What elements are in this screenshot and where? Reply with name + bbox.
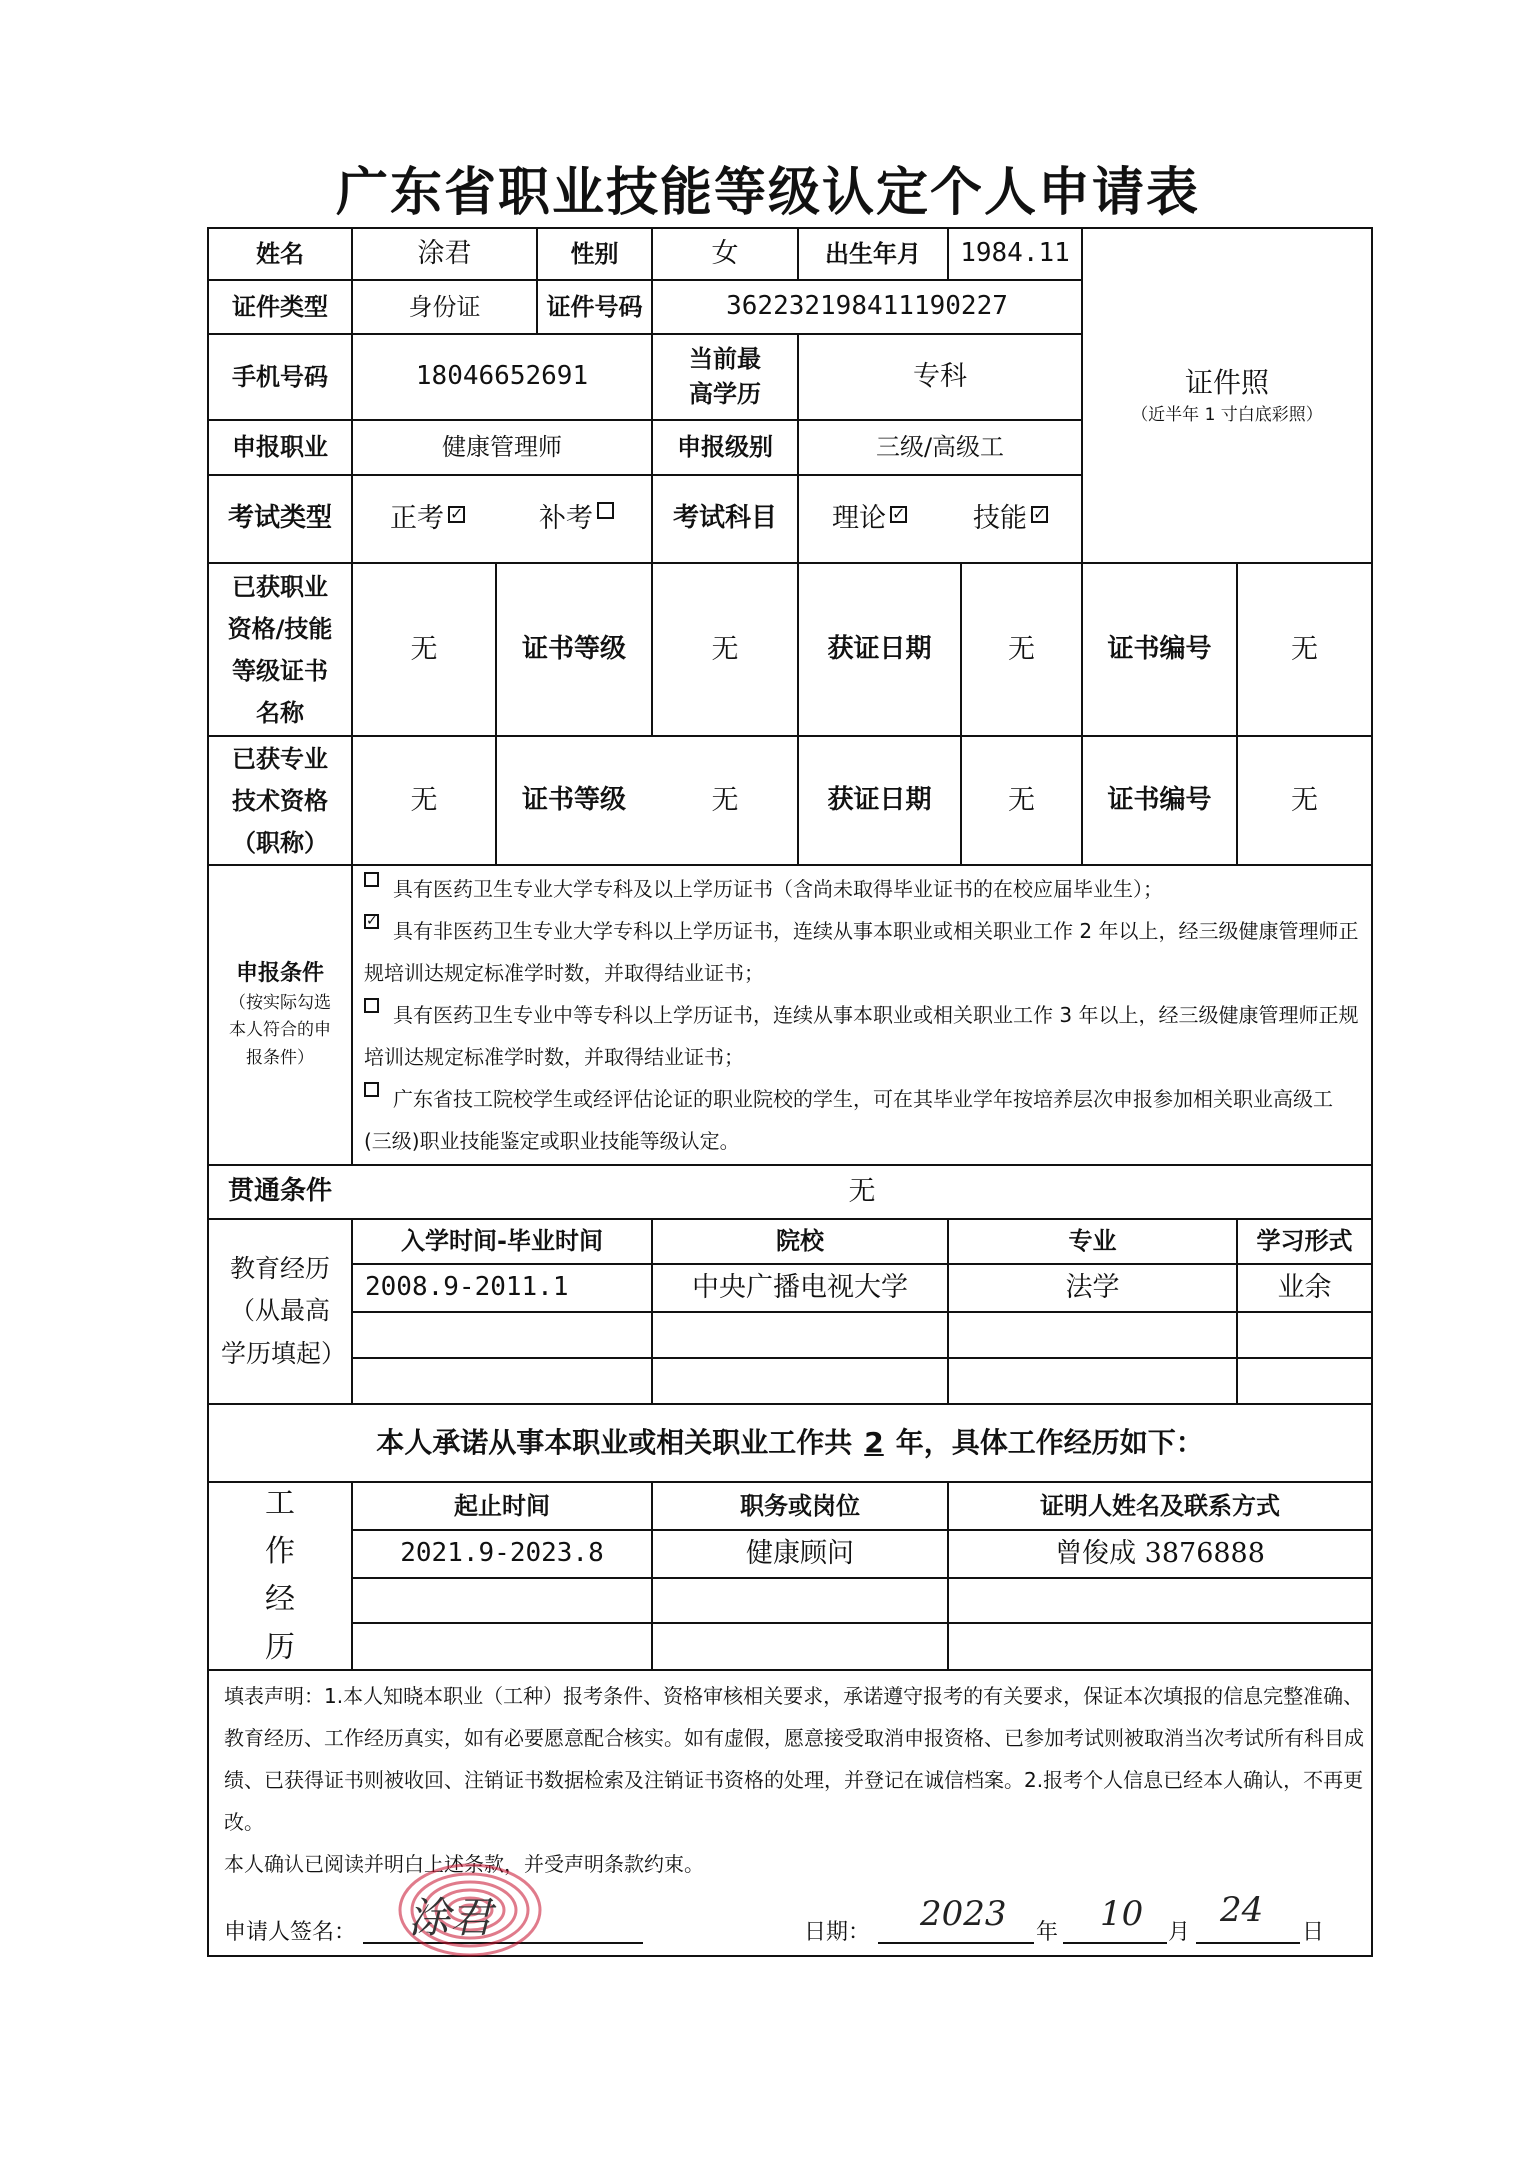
edu-header-school: 院校 — [776, 1227, 824, 1256]
level-value: 三级/高级工 — [875, 433, 1005, 462]
vocational-date-label: 获证日期 — [827, 633, 932, 664]
technical-number-value: 无 — [1291, 784, 1318, 816]
occupation-value: 健康管理师 — [442, 433, 562, 462]
work-label: 工作经历 — [265, 1486, 295, 1665]
exam-type-label: 考试类型 — [227, 503, 332, 534]
pass-through-label: 贯通条件 — [227, 1176, 332, 1207]
condition-item-4[interactable] — [364, 1078, 1360, 1162]
id-no-label: 证件号码 — [546, 292, 643, 321]
photo-title: 证件照 — [1184, 365, 1269, 399]
edu-header-major: 专业 — [1068, 1227, 1117, 1256]
exam-theory-checkbox[interactable]: ✓ — [892, 504, 906, 524]
vocational-cert-name: 无 — [410, 633, 438, 665]
vocational-cert-label: 已获职业资格/技能等级证书名称 — [227, 572, 333, 727]
form-title: 广东省职业技能等级认定个人申请表 — [335, 162, 1200, 223]
technical-date-label: 获证日期 — [827, 784, 932, 815]
edu-row-school: 中央广播电视大学 — [692, 1272, 908, 1304]
edu-row-time: 2008.9-2011.1 — [365, 1272, 569, 1303]
exam-subject-label: 考试科目 — [672, 503, 777, 534]
education-label: 教育经历（从最高学历填起） — [221, 1253, 347, 1368]
work-promise — [209, 1405, 1371, 1481]
condition-item-3[interactable] — [364, 994, 1360, 1078]
declaration-confirm: 本人确认已阅读并明白上述条款，并受声明条款约束。 — [224, 1852, 704, 1876]
exam-skill-option[interactable] — [973, 499, 1048, 538]
exam-theory-label: 理论 — [832, 503, 886, 535]
edu-row-mode: 业余 — [1277, 1272, 1332, 1304]
technical-cert-label: 已获专业技术资格（职称） — [232, 744, 328, 857]
conditions-note: （按实际勾选本人符合的申报条件） — [229, 993, 331, 1068]
exam-type-options — [353, 476, 651, 562]
work-row-time: 2021.9-2023.8 — [400, 1538, 604, 1569]
id-no-value: 362232198411190227 — [726, 291, 1008, 322]
date-day: 24 — [1220, 1890, 1264, 1930]
exam-theory-option[interactable] — [832, 499, 907, 538]
applicant-signature: 涂君 — [408, 1893, 493, 1942]
pass-through-value: 无 — [848, 1176, 876, 1208]
birth-value: 1984.11 — [960, 238, 1070, 269]
promise-suffix: 年，具体工作经历如下： — [895, 1425, 1204, 1459]
occupation-label: 申报职业 — [232, 433, 328, 462]
edu-header-time: 入学时间-毕业时间 — [401, 1227, 603, 1256]
condition-item-1[interactable] — [364, 868, 1360, 910]
vocational-date-value: 无 — [1008, 633, 1035, 665]
vocational-number-label: 证书编号 — [1107, 633, 1212, 664]
work-row-position: 健康顾问 — [746, 1538, 854, 1570]
level-label: 申报级别 — [677, 433, 773, 462]
work-header-reference: 证明人姓名及联系方式 — [1040, 1491, 1280, 1520]
exam-makeup-checkbox[interactable] — [597, 502, 614, 519]
edu-label: 当前最高学历 — [689, 345, 761, 408]
technical-date-value: 无 — [1008, 784, 1035, 816]
gender-value: 女 — [711, 238, 739, 270]
vocational-grade-label: 证书等级 — [521, 633, 626, 664]
exam-regular-label: 正考 — [390, 503, 444, 535]
exam-makeup-label: 补考 — [539, 503, 593, 535]
technical-grade-value: 无 — [711, 784, 739, 816]
exam-subject-options — [799, 476, 1081, 562]
condition-1-checkbox[interactable] — [364, 872, 379, 887]
condition-4-checkbox[interactable] — [364, 1082, 379, 1097]
conditions-label-cell — [209, 866, 351, 1164]
edu-header-mode: 学习形式 — [1256, 1227, 1353, 1256]
sign-label: 申请人签名： — [224, 1920, 357, 1945]
condition-item-2[interactable] — [364, 910, 1360, 994]
id-type-label: 证件类型 — [232, 292, 328, 321]
exam-makeup-option[interactable] — [539, 499, 614, 538]
work-header-time: 起止时间 — [454, 1491, 550, 1520]
name-label: 姓名 — [256, 239, 304, 268]
vocational-grade-value: 无 — [711, 633, 739, 665]
conditions-label: 申报条件 — [235, 961, 324, 987]
technical-number-label: 证书编号 — [1107, 784, 1212, 815]
exam-skill-label: 技能 — [973, 503, 1027, 535]
technical-cert-name: 无 — [410, 784, 438, 816]
name-value: 涂君 — [417, 238, 472, 270]
exam-skill-checkbox[interactable]: ✓ — [1033, 504, 1047, 524]
exam-regular-checkbox[interactable]: ✓ — [450, 504, 464, 524]
exam-regular-option[interactable] — [390, 499, 465, 538]
day-unit: 日 — [1302, 1920, 1325, 1945]
promise-prefix: 本人承诺从事本职业或相关职业工作共 — [376, 1425, 853, 1459]
date-year: 2023 — [920, 1894, 1007, 1934]
birth-label: 出生年月 — [825, 239, 921, 268]
condition-4-text: 广东省技工院校学生或经评估论证的职业院校的学生，可在其毕业学年按培养层次申报参加相关职业高级工(三级)职业技能鉴定或职业技能等级认定。 — [364, 1087, 1333, 1153]
work-row-reference: 曾俊成 3876888 — [1055, 1538, 1265, 1570]
condition-1-text: 具有医药卫生专业大学专科及以上学历证书（含尚未取得毕业证书的在校应届毕业生）； — [393, 877, 1163, 901]
phone-label: 手机号码 — [232, 362, 328, 391]
condition-2-text: 具有非医药卫生专业大学专科以上学历证书，连续从事本职业或相关职业工作 2 年以上，经三级健康管理师正规培训达规定标准学时数，并取得结业证书； — [364, 919, 1359, 985]
condition-3-text: 具有医药卫生专业中等专科以上学历证书，连续从事本职业或相关职业工作 3 年以上，经三级健康管理师正规培训达规定标准学时数，并取得结业证书； — [364, 1003, 1359, 1069]
id-type-value: 身份证 — [408, 292, 481, 321]
edu-row-major: 法学 — [1065, 1272, 1120, 1304]
edu-value: 专科 — [913, 361, 967, 393]
condition-2-checkbox[interactable]: ✓ — [366, 913, 378, 929]
date-label: 日期： — [804, 1920, 871, 1945]
photo-note: （近半年 1 寸白底彩照） — [1131, 405, 1323, 426]
phone-value: 18046652691 — [415, 361, 589, 392]
promise-years: 2 — [864, 1425, 884, 1459]
month-unit: 月 — [1168, 1920, 1191, 1945]
declaration-text: 填表声明：1.本人知晓本职业（工种）报考条件、资格审核相关要求，承诺遵守报考的有关要求，保证本次填报的信息完整准确、教育经历、工作经历真实，如有必要愿意配合核实。如有虚假，愿意接受取消申报资格、已参加考试则被取消当次考试所有科目成绩、已获得证书则被收回、注销证书数据检索及注销证书资格的处理，并登记在诚信档案。2.报考个人信息已经本人确认，不再更改。 — [224, 1684, 1364, 1834]
vocational-number-value: 无 — [1291, 633, 1318, 665]
year-unit: 年 — [1036, 1920, 1059, 1945]
work-header-position: 职务或岗位 — [740, 1491, 860, 1520]
date-month: 10 — [1100, 1894, 1144, 1934]
condition-3-checkbox[interactable] — [364, 998, 379, 1013]
gender-label: 性别 — [570, 239, 619, 268]
photo-box — [1083, 229, 1371, 562]
technical-grade-label: 证书等级 — [521, 784, 626, 815]
